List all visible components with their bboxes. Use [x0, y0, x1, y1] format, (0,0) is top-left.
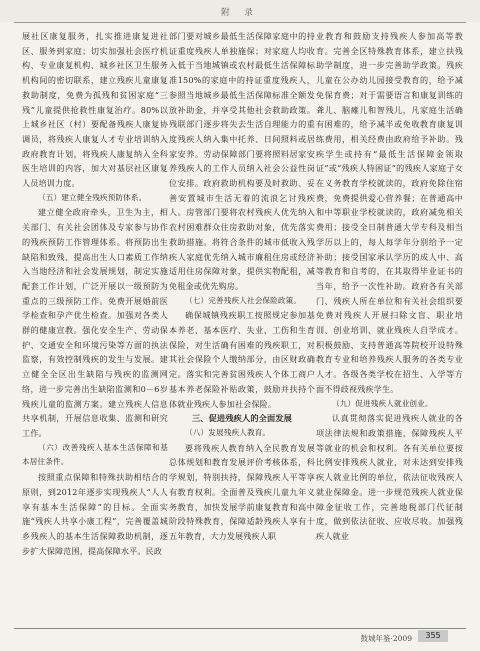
- footer-rule: [14, 628, 466, 629]
- subsection-heading: （六）改善残疾人基本生活保障和基本居住条件。: [22, 442, 168, 467]
- body-paragraph: 按照重点保障和特殊扶助相结合的原则，到2012年逐步实现残疾人“人人享有基本生活保障”的目标。全面实施“残疾人共享小康工程”，完善覆盖城乡残疾人的基本生活保障救助机制，逐步扩大保障范围，提高保障水平。民政: [22, 472, 168, 556]
- page-number: 355: [418, 630, 448, 642]
- body-paragraph: 展社区康复服务，扎实推进康复进社区、服务到家庭；切实加强社会医疗机构、专业康复机构、城乡社区卫生服务机构间的密切联系，建立残疾儿童康复救助制度，免费为孤残和贫困家庭“三残”儿童提供抢救性康复治疗。80%以上城乡社区（村）要配备残疾人康复协调员，将残疾人康复人才专业培训纳入政府教育计划，将残疾人康复纳入全科医生培训的内容，加大对基层社区康复人员培训力度。: [22, 31, 168, 189]
- body-paragraph: 部门要对城乡最低生活保障家庭中的持证重度残疾人单独施保；对家庭人均收入低于当地城镇或农村最低生活保障标准150%的家庭中的持证重度残疾人，参照当地城乡最低生活保障标准全额发放补助金，并享受其他社会救助政策。残联部门逐步将失去生活自理能力的重度残疾人纳入集中托养、日间照料或居家安养。劳动保障部门要将照料居家安养残疾人的工作人员纳入社会公益性岗位安排。政府救助机构要及时救助、妥善安置城市生活无着的流浪乞讨残疾人。房管部门要将农村残疾人优先纳入农村困难群众住房救助对象，优先落实救助措施。将符合条件的城市低收入残疾人家庭优先纳入城市廉租住房或经济适用住房保障对象，提供实物配租，减免租金或优先购房。: [169, 31, 315, 291]
- text-column-1: [22, 29, 168, 558]
- text-column-3: [316, 29, 463, 544]
- subsection-heading: （九）促进残疾人就业创业。: [332, 398, 433, 408]
- subsection-heading: （七）完善残疾人社会保险政策。: [185, 295, 302, 305]
- header-rule: [14, 22, 466, 23]
- body-paragraph: 建立健全政府牵头，卫生为主，相关部门、有关社会团体及专家参与协作的残疾预防工作管理体系。将预防出生缺陷和致残、提高出生人口素质工作纳入当地经济和社会发展规划，制定实施配套工作计划，广泛开展以一级预防为重点的三级预防工作。免费开展婚前医学检查和孕产优生检查。加强对各类人群的健康宣教。强化安全生产、劳动保护、交通安全和环境污染等方面的执法监察，有效控制残疾的发生与发展。建立健全全区出生缺陷与残疾的监测网络，进一步完善出生缺陷监测和0－6岁残疾儿童的监测方案。建立残疾人信息共享机制，开展信息收集、监测和研究工作。: [22, 207, 168, 438]
- running-head: 附 录: [221, 8, 259, 18]
- section-heading: 三、促进残疾人的全面发展: [191, 413, 293, 424]
- body-paragraph: 认真贯彻落实促进残疾人就业的各项法律法规和政策措施，保障残疾人平等就业的机会和权利。各有关单位要按比例安排残疾人就业，对未达到安排残疾人就业比例的单位，依法征收残疾人就业保障金。进一步规范残疾人就业保障金征收工作，完善地税部门代征制度，做到依法征收、应收尽收。加强残疾人就业: [316, 413, 463, 541]
- body-paragraph: 确保城镇残疾职工按照规定参加基本养老、基本医疗、失业、工伤和生育保险，对生活确有困难的残疾职工，对其社会保险个人缴纳部分，由区财政确定。落实和完善贫困残疾人个体工商户基本养老保险补贴政策，鼓励并扶持个体就业残疾人参加社会保险。: [169, 310, 315, 409]
- body-paragraph: 业教育和鼓励支持残疾人参加高等教育。完善全区特殊教育体系，建立扶残助学制度，进一步完善助学政策。残疾儿童在公办幼儿园接受教育的，给予减免保育费；对于需要语言和康复训练的聋儿、脑瘫儿和智残儿，凡家庭生活确有困难的，给予减半或免收教育康复训练费用，相关经费由政府给予补助。残疾学生或持有“最低生活保障金领取证”或“残疾人特困证”的残疾人家庭子女在义务教育学校就读的，政府免除住宿费，免费提供爱心营养餐；在普通高中和中等职业学校就读的，政府减免相关费用；接受全日制普通大学专科及相当学历以上的，每人每学年分别给予一定补助；接受国家承认学历的成人中、高等教育和自考的，在其取得毕业证书的当年，给予一次性补助。政府各有关部门、残疾人所在单位和有关社会组织要免费对残疾人开展扫除文盲、职业培训、创业培训、就业残疾人自学成才。积极鼓励、支持普通高等院校开设特殊教育专业和培养残疾人服务的各类专业人才。各级各类学校在招生、入学等方面不得歧视残疾学生。: [316, 31, 463, 394]
- page-header: [0, 0, 480, 22]
- body-paragraph: 要将残疾人教育纳入全民教育发展总体规划和教育发展评价考核体系，科学规划，特别扶持，保障残疾人平等享有教育权利。全面普及残疾儿童九年义务教育，加快发展学前康复教育和高中阶段特殊教育，保障适龄残疾人享有十五年教育，大力发展残疾人职: [169, 442, 315, 541]
- text-column-2: [169, 29, 315, 544]
- footer-source: 鼓城年鉴·2009: [360, 634, 412, 643]
- subsection-heading: （八）发展残疾人教育。: [185, 427, 271, 437]
- subsection-heading: （五）建立健全残疾预防体系。: [38, 192, 147, 202]
